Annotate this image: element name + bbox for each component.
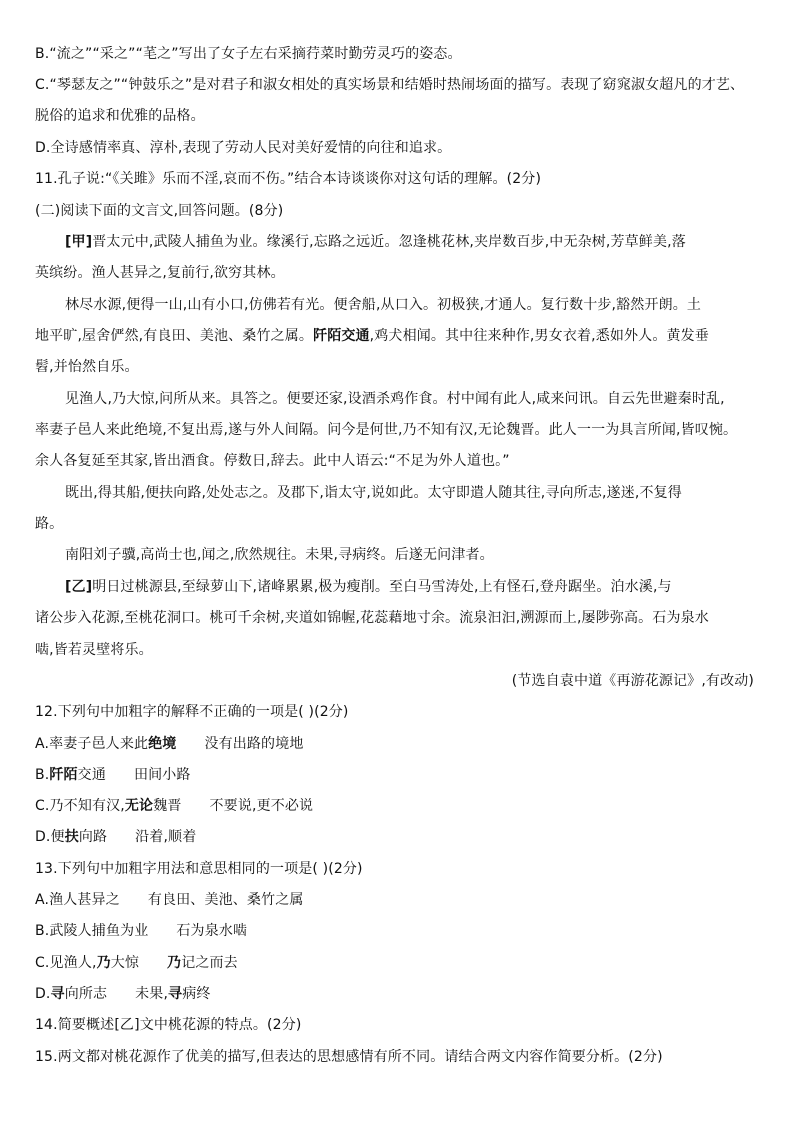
yi-tag: [乙] xyxy=(65,579,93,595)
passage-jia-p4-line2: 路。 xyxy=(35,516,64,532)
bold-word: 乃 xyxy=(167,955,182,971)
passage-jia-p3-line2: 率妻子邑人来此绝境,不复出焉,遂与外人间隔。问今是何世,乃不知有汉,无论魏晋。此人一一为具言所闻,皆叹惋。 xyxy=(35,422,738,438)
q13-option-d xyxy=(35,984,759,1004)
passage-jia-p3-line3: 余人各复延至其家,皆出酒食。停数日,辞去。此中人语云:“不足为外人道也。” xyxy=(35,453,510,469)
bold-word: 绝境 xyxy=(148,736,177,752)
option-text: C.乃不知有汉, xyxy=(35,798,125,814)
q13-option-a xyxy=(35,890,759,910)
question-12-stem: 12.下列句中加粗字的解释不正确的一项是( )(2分) xyxy=(35,704,349,720)
passage-jia-p3-line1: 见渔人,乃大惊,问所从来。具答之。便要还家,设酒杀鸡作食。村中闻有此人,咸来问讯。自云先世避秦时乱, xyxy=(65,391,725,407)
bold-word: 寻 xyxy=(168,986,183,1002)
bold-word: 阡陌交通 xyxy=(313,328,370,344)
passage-yi-line2: 诸公步入花源,至桃花洞口。桃可千余树,夹道如锦幄,花蕊藉地寸余。流泉汩汩,溯源而上,屡陟弥高。石为泉水 xyxy=(35,610,709,626)
option-text: D.便 xyxy=(35,829,65,845)
passage-yi-line3: 啮,皆若灵壁将乐。 xyxy=(35,642,153,658)
option-text: C.见渔人, xyxy=(35,955,97,971)
q13-option-c xyxy=(35,953,759,973)
option-text: A.渔人甚异之 xyxy=(35,892,120,908)
q12-option-c xyxy=(35,796,759,816)
passage-text: 晋太元中,武陵人捕鱼为业。缘溪行,忘路之远近。忽逢桃花林,夹岸数百步,中无杂树,芳草鲜美,落 xyxy=(92,234,686,250)
passage-jia-p4-line1: 既出,得其船,便扶向路,处处志之。及郡下,诣太守,说如此。太守即遣人随其往,寻向所志,遂迷,不复得 xyxy=(65,485,682,501)
option-text: 向所志 xyxy=(64,986,108,1002)
option-definition: 不要说,更不必说 xyxy=(209,798,314,814)
option-text: D. xyxy=(35,986,51,1002)
bold-word: 寻 xyxy=(50,986,65,1002)
option-text: B.武陵人捕鱼为业 xyxy=(35,923,149,939)
passage-jia-p5-line1: 南阳刘子骥,高尚士也,闻之,欣然规往。未果,寻病终。后遂无问津者。 xyxy=(65,547,494,563)
passage-jia-p2-line3: 髫,并怡然自乐。 xyxy=(35,359,139,375)
option-text: 魏晋 xyxy=(153,798,182,814)
option-text: 记之而去 xyxy=(181,955,238,971)
option-text: 大惊 xyxy=(110,955,140,971)
option-text: 交通 xyxy=(77,767,106,783)
question-11: 11.孔子说:“《关雎》乐而不淫,哀而不伤。”结合本诗谈谈你对这句话的理解。(2分) xyxy=(35,171,542,187)
passage-jia-p2-line1: 林尽水源,便得一山,山有小口,仿佛若有光。便舍船,从口入。初极狭,才通人。复行数十步,豁然开朗。土 xyxy=(65,297,702,313)
bold-word: 乃 xyxy=(96,955,111,971)
bold-word: 扶 xyxy=(64,829,79,845)
passage-jia-p2-line2 xyxy=(35,326,759,346)
passage-source: (节选自袁中道《再游花源记》,有改动) xyxy=(511,673,754,689)
section-2-heading: (二)阅读下面的文言文,回答问题。(8分) xyxy=(35,203,284,219)
option-text: A.率妻子邑人来此 xyxy=(35,736,149,752)
option-text: 石为泉水啮 xyxy=(176,923,248,939)
passage-jia-p1-line1 xyxy=(65,232,759,252)
bold-word: 阡陌 xyxy=(49,767,78,783)
option-definition: 没有出路的境地 xyxy=(204,736,304,752)
question-13-stem: 13.下列句中加粗字用法和意思相同的一项是( )(2分) xyxy=(35,861,363,877)
jia-tag: [甲] xyxy=(65,234,93,250)
q10-option-c-line2: 脱俗的追求和优雅的品格。 xyxy=(35,108,205,124)
passage-jia-p1-line2: 英缤纷。渔人甚异之,复前行,欲穷其林。 xyxy=(35,265,285,281)
passage-text: 明日过桃源县,至绿萝山下,诸峰累累,极为瘦削。至白马雪涛处,上有怪石,登舟踞坐。泊水溪,与 xyxy=(92,579,672,595)
passage-text: 地平旷,屋舍俨然,有良田、美池、桑竹之属。 xyxy=(35,328,314,344)
option-definition: 田间小路 xyxy=(133,767,191,783)
q13-option-b xyxy=(35,921,759,941)
passage-yi-line1 xyxy=(65,577,759,597)
q10-option-d: D.全诗感情率真、淳朴,表现了劳动人民对美好爱情的向往和追求。 xyxy=(35,140,452,156)
option-text: 病终 xyxy=(182,986,211,1002)
option-definition: 沿着,顺着 xyxy=(135,829,197,845)
passage-text: ,鸡犬相闻。其中往来种作,男女衣着,悉如外人。黄发垂 xyxy=(369,328,709,344)
option-text: B. xyxy=(35,767,50,783)
option-text: 有良田、美池、桑竹之属 xyxy=(147,892,304,908)
question-14: 14.简要概述[乙]文中桃花源的特点。(2分) xyxy=(35,1017,302,1033)
option-text: 未果, xyxy=(135,986,169,1002)
q12-option-b xyxy=(35,765,759,785)
q10-option-c-line1: C.“琴瑟友之”“钟鼓乐之”是对君子和淑女相处的真实场景和结婚时热闹场面的描写。表现了窈窕淑女超凡的才艺、 xyxy=(35,77,745,93)
q12-option-a xyxy=(35,734,759,754)
q12-option-d xyxy=(35,827,759,847)
question-15: 15.两文都对桃花源作了优美的描写,但表达的思想感情有所不同。请结合两文内容作简要分析。(2分) xyxy=(35,1049,663,1065)
option-text: 向路 xyxy=(78,829,108,845)
q10-option-b: B.“流之”“采之”“芼之”写出了女子左右采摘荇菜时勤劳灵巧的姿态。 xyxy=(35,46,462,62)
bold-word: 无论 xyxy=(124,798,154,814)
